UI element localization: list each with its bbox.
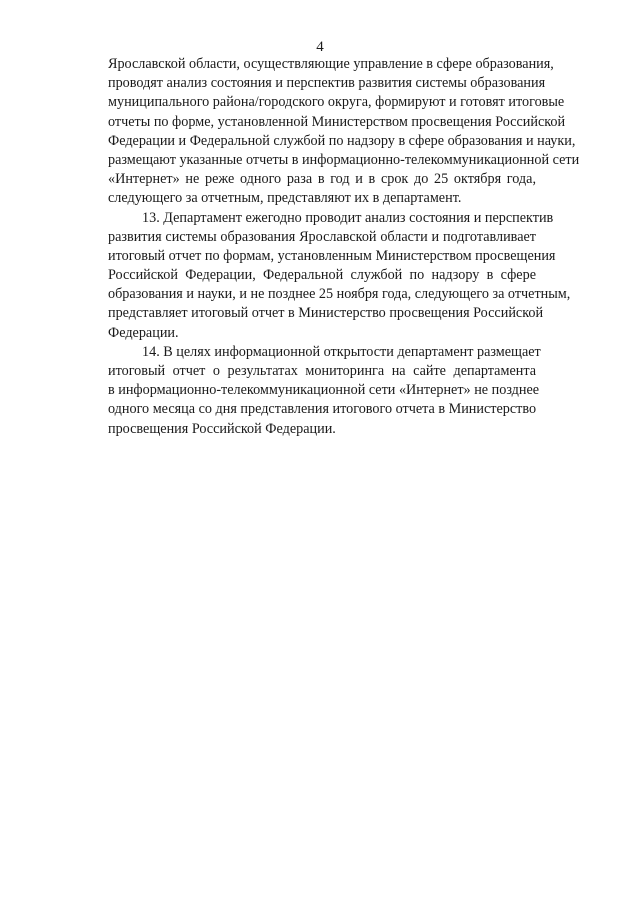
page-number: 4 bbox=[316, 39, 324, 55]
document-body bbox=[108, 55, 580, 439]
text-line: представляет итоговый отчет в Министерство просвещения Российской bbox=[108, 305, 544, 322]
text-line: размещают указанные отчеты в информационно-телекоммуникационной сети bbox=[108, 151, 580, 168]
text-line: 13. Департамент ежегодно проводит анализ состояния и перспектив bbox=[142, 209, 554, 226]
text-line: Федерации и Федеральной службой по надзору в сфере образования и науки, bbox=[108, 132, 576, 149]
text-line: следующего за отчетным, представляют их в департамент. bbox=[108, 190, 462, 207]
text-line: итоговый отчет по формам, установленным Министерством просвещения bbox=[108, 247, 556, 264]
text-line: Российской Федерации, Федеральной службой по надзору в сфере bbox=[108, 267, 536, 284]
text-line: Ярославской области, осуществляющие управление в сфере образования, bbox=[108, 56, 554, 72]
text-line: отчеты по форме, установленной Министерством просвещения Российской bbox=[108, 113, 566, 130]
paragraph-14 bbox=[108, 343, 541, 439]
text-line: муниципального района/городского округа, формируют и готовят итоговые bbox=[108, 94, 565, 111]
text-line: в информационно-телекоммуникационной сети «Интернет» не позднее bbox=[108, 382, 540, 399]
text-line: итоговый отчет о результатах мониторинга на сайте департамента bbox=[108, 363, 536, 379]
text-line: 14. В целях информационной открытости департамент размещает bbox=[142, 343, 541, 360]
paragraph-13 bbox=[108, 209, 571, 343]
text-line: одного месяца со дня представления итогового отчета в Министерство bbox=[108, 401, 537, 418]
text-line: просвещения Российской Федерации. bbox=[108, 420, 336, 437]
text-line: проводят анализ состояния и перспектив развития системы образования bbox=[108, 75, 546, 92]
paragraph-continuation bbox=[108, 55, 580, 209]
text-line: образования и науки, и не позднее 25 ноября года, следующего за отчетным, bbox=[108, 286, 571, 303]
text-line: Федерации. bbox=[108, 324, 179, 341]
text-line: развития системы образования Ярославской области и подготавливает bbox=[108, 228, 536, 245]
text-line: «Интернет» не реже одного раза в год и в срок до 25 октября года, bbox=[108, 171, 536, 188]
